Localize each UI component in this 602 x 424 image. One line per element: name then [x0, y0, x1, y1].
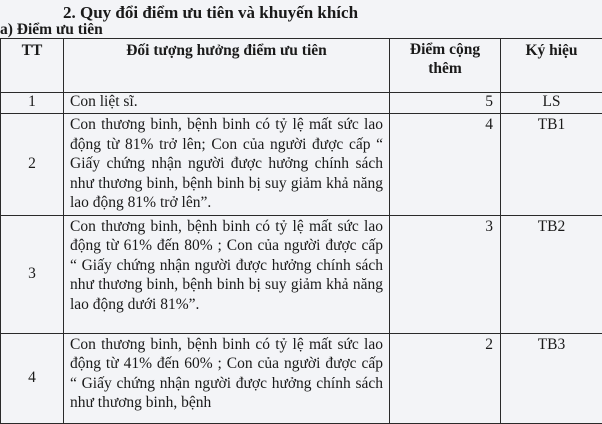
row-points: 5	[390, 93, 501, 114]
row-symbol: LS	[501, 93, 602, 114]
row-points: 2	[390, 333, 501, 423]
header-symbol: Ký hiệu	[501, 39, 602, 93]
row-points: 4	[390, 114, 501, 216]
row-symbol: TB2	[501, 215, 602, 333]
header-object: Đối tượng hưởng điểm ưu tiên	[64, 39, 390, 93]
table-header-row	[1, 39, 602, 93]
row-object: Con liệt sĩ.	[64, 93, 390, 114]
row-object: Con thương binh, bệnh binh có tỷ lệ mất sức lao động từ 81% trở lên; Con của người được cấp “ Giấy chứng nhận người được hưởng chính sách như thương binh, bệnh binh bị suy giảm khả năng lao động 81% trở lên”.	[64, 114, 390, 216]
row-object: Con thương binh, bệnh binh có tỷ lệ mất sức lao động từ 61% đến 80% ; Con của người được cấp “ Giấy chứng nhận người được hưởng chính sách như thương binh, bệnh binh bị suy giảm khả năng lao động dưới 81%”.	[64, 215, 390, 333]
subsection-title: a) Điểm ưu tiên	[0, 22, 103, 37]
row-tt: 2	[1, 114, 64, 216]
row-object: Con thương binh, bệnh binh có tỷ lệ mất sức lao động từ 41% đến 60% ; Con của người được cấp “ Giấy chứng nhận người được hưởng chính sách như thương binh, bệnh	[64, 333, 390, 423]
priority-points-table	[0, 38, 602, 424]
table-row	[1, 93, 602, 114]
row-tt: 3	[1, 215, 64, 333]
table-row	[1, 114, 602, 216]
header-tt: TT	[1, 39, 64, 93]
row-symbol: TB3	[501, 333, 602, 423]
header-points: Điểm cộng thêm	[390, 39, 501, 93]
row-symbol: TB1	[501, 114, 602, 216]
table-row	[1, 333, 602, 423]
row-tt: 4	[1, 333, 64, 423]
row-points: 3	[390, 215, 501, 333]
section-title: 2. Quy đổi điểm ưu tiên và khuyến khích	[63, 4, 358, 21]
row-tt: 1	[1, 93, 64, 114]
table-row	[1, 215, 602, 333]
